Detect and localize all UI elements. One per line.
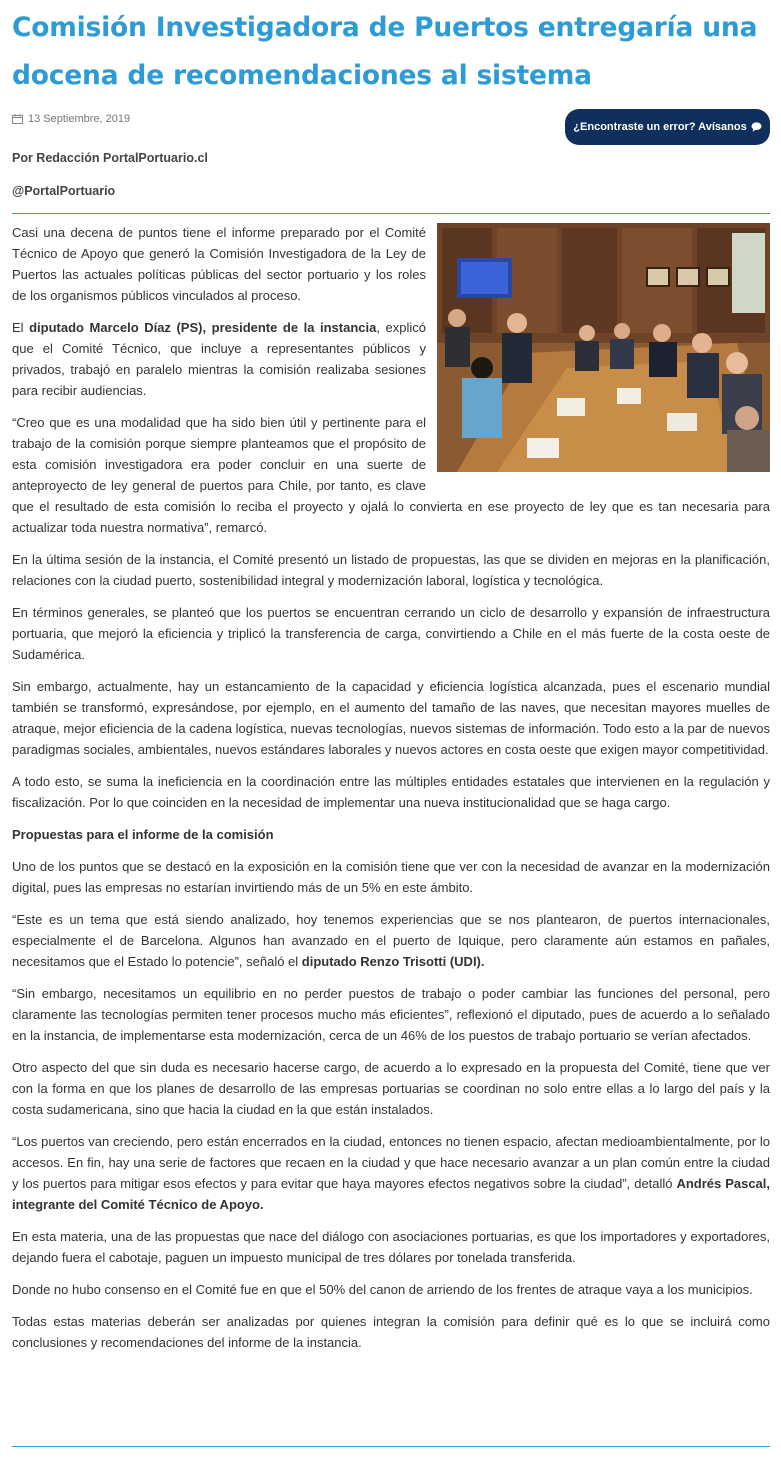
paragraph-bold: diputado Marcelo Díaz (PS), presidente de la instancia [29,320,377,335]
paragraph-bold: diputado Renzo Trisotti (UDI). [301,954,485,969]
bottom-divider [12,1446,770,1447]
article-title: Comisión Investigadora de Puertos entregaría una docena de recomendaciones al sistema [12,12,758,91]
top-divider [12,213,770,214]
photo-spacer [426,222,770,482]
article-author: Por Redacción PortalPortuario.cl [12,151,208,165]
paragraph [12,1131,770,1215]
paragraph-text: , explicó que el Comité Técnico, que incluye a representantes públicos y privados, trabajó en paralelo mientras la comisión realizaba sesiones para recibir audiencias. [12,320,426,398]
paragraph: En esta materia, una de las propuestas que nace del diálogo con asociaciones portuarias, es que los importadores y exportadores, dejando fuera el cabotaje, paguen un impuesto municipal de tres dólares por tonelada transferida. [12,1229,770,1265]
paragraph: A todo esto, se suma la ineficiencia en la coordinación entre las múltiples entidades estatales que intervienen en la regulación y fiscalización. Por lo que coinciden en la necesidad de implementar una nueva institucionalidad que se haga cargo. [12,774,770,810]
article-date [12,113,130,125]
paragraph [12,909,770,972]
paragraph: En la última sesión de la instancia, el Comité presentó un listado de propuestas, las que se dividen en mejoras en la planificación, relaciones con la ciudad puerto, sostenibilidad integral y modernización laboral, logística y tecnológica. [12,552,770,588]
paragraph-text: El [12,320,30,335]
paragraph: Casi una decena de puntos tiene el informe preparado por el Comité Técnico de Apoyo que generó la Comisión Investigadora de la Ley de Puertos las actuales políticas públicas del sector portuario y los roles de los organismos públicos vinculados al proceso. [12,225,426,303]
calendar-icon [12,114,23,124]
paragraph: “Sin embargo, necesitamos un equilibrio en no perder puestos de trabajo o poder cambiar las funciones del personal, pero claramente las tecnologías permiten tener procesos mucho más eficientes”, reflexionó el diputado, pues de acuerdo a lo señalado en la instancia, de implementarse esta modernización, cerca de un 46% de los puestos de trabajo portuario se verían afectados. [12,986,770,1043]
paragraph-text: “Los puertos van creciendo, pero están encerrados en la ciudad, entonces no tienen espacio, afectan medioambientalmente, por lo accesos. En fin, hay una serie de factores que recaen en la ciudad y que hace necesario avanzar a un plan común entre la ciudad y los puertos para mitigar esos efectos y para evitar que haya mayores efectos negativos sobre la ciudad”, detalló [12,1134,770,1191]
author-handle[interactable]: @PortalPortuario [12,184,116,198]
report-error-label: ¿Encontraste un error? Avísanos [573,121,747,133]
paragraph: En términos generales, se planteó que los puertos se encuentran cerrando un ciclo de desarrollo y expansión de infraestructura portuaria, que mejoró la eficiencia y triplicó la transferencia de carga, convirtiendo a Chile en el más fuerte de la costa oeste de Sudamérica. [12,605,770,662]
paragraph-bold: Andrés Pascal, integrante del Comité Técnico de Apoyo. [12,1176,771,1212]
article-body [12,222,770,1364]
paragraph: Sin embargo, actualmente, hay un estancamiento de la capacidad y eficiencia logística alcanzada, pues el escenario mundial también se transformó, expresándose, por ejemplo, en el aumento del tamaño de las naves, que necesitan mayores muelles de atraque, mejor eficiencia de la cadena logística, nuevas tecnologías, nuevos sistemas de información. Todo esto a la par de nuevos paradigmas sociales, ambientales, nuevos estándares laborales y nuevos actores en costa oeste que exigen mayor competitividad. [12,679,770,757]
chat-bubble-icon [751,122,762,132]
date-text: 13 Septiembre, 2019 [28,113,131,125]
paragraph: Todas estas materias deberán ser analizadas por quienes integran la comisión para definir qué es lo que se incluirá como conclusiones y recomendaciones del informe de la instancia. [12,1314,770,1350]
paragraph: Otro aspecto del que sin duda es necesario hacerse cargo, de acuerdo a lo expresado en la propuesta del Comité, tiene que ver con la forma en que los planes de desarrollo de las empresas portuarias se coordinan no solo entre ellas a lo largo del país y la costa sudamericana, sino que hacia la ciudad en la que están instalados. [12,1060,770,1117]
paragraph: Uno de los puntos que se destacó en la exposición en la comisión tiene que ver con la necesidad de avanzar en la modernización digital, pues las empresas no estarían invirtiendo más de un 5% en este ámbito. [12,859,770,895]
report-error-button[interactable] [565,109,770,145]
section-subheading: Propuestas para el informe de la comisión [12,827,274,842]
paragraph-text: “Este es un tema que está siendo analizado, hoy tenemos experiencias que se nos plantearon, de puertos internacionales, especialmente el de Barcelona. Algunos han avanzado en el puerto de Iquique, pero claramente aún estamos en pañales, necesitamos que el Estado lo potencie”, señaló el [12,912,770,969]
paragraph: Donde no hubo consenso en el Comité fue en que el 50% del canon de arriendo de los frentes de atraque vaya a los municipios. [12,1282,753,1297]
paragraph: “Creo que es una modalidad que ha sido bien útil y pertinente para el trabajo de la comisión porque siempre planteamos que el propósito de esta comisión investigadora era poder concluir en una suerte de anteproyecto de ley general de puertos para Chile, por tanto, es clave que el resultado de esta comisión lo reciba el proyecto y ojalá lo convierta en ese proyecto de ley que es tan necesaria para actualizar toda nuestra normativa”, remarcó. [12,415,770,535]
